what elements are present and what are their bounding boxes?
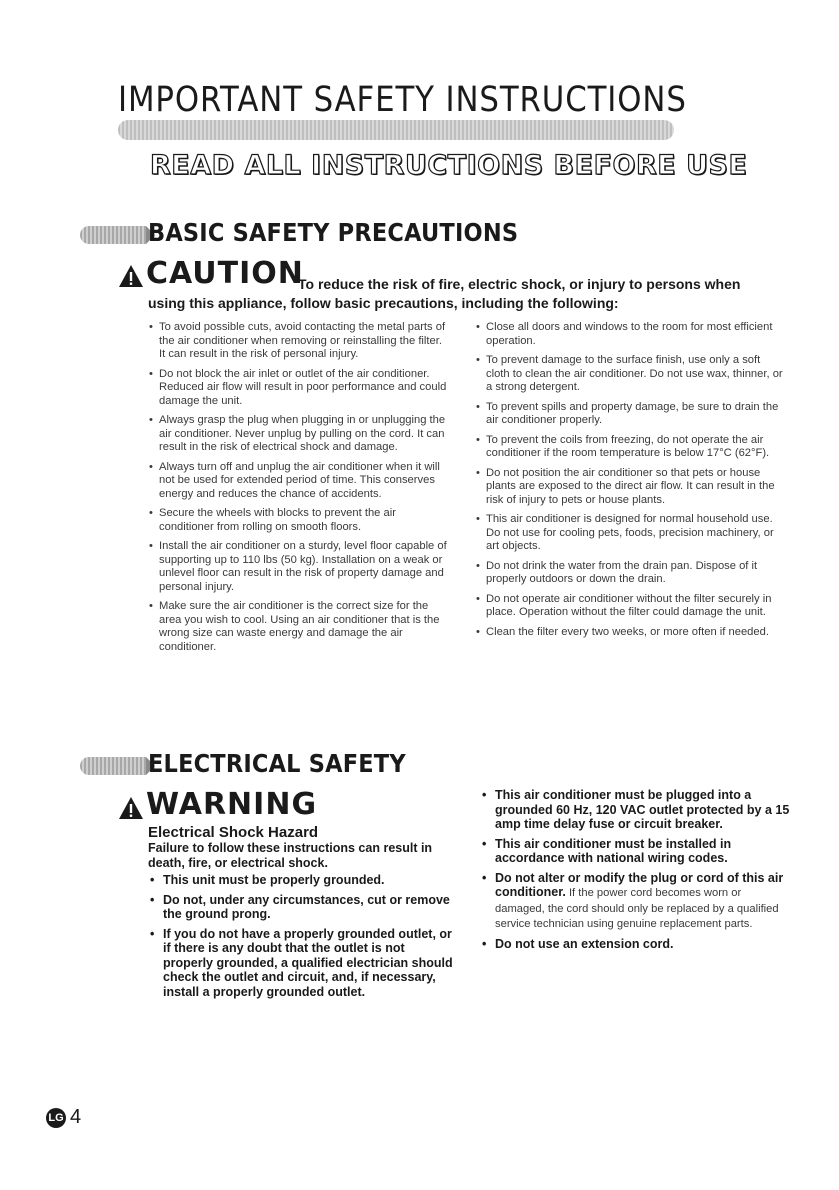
electrical-safety-heading: ELECTRICAL SAFETY bbox=[148, 749, 406, 778]
list-item: • Do not use an extension cord. bbox=[480, 937, 790, 952]
page-number: 4 bbox=[70, 1106, 82, 1128]
list-item: • This air conditioner must be installed in accordance with national wiring codes. bbox=[480, 837, 790, 866]
list-item: • Always turn off and unplug the air conditioner when it will not be used for extended period of time. This conserves energy and reduces the chance of accidents. bbox=[149, 461, 449, 502]
basic-precautions-left-list bbox=[149, 321, 449, 660]
title-underline-bar bbox=[118, 120, 674, 140]
caution-label: CAUTION bbox=[146, 256, 304, 291]
page-title: IMPORTANT SAFETY INSTRUCTIONS bbox=[118, 80, 687, 120]
list-item: • To prevent damage to the surface finish, use only a soft cloth to clean the air conditioner. Do not use wax, thinner, or a strong detergent. bbox=[476, 354, 786, 395]
list-item: • Do not drink the water from the drain pan. Dispose of it properly outdoors or down the drain. bbox=[476, 560, 786, 587]
list-item: • This air conditioner must be plugged into a grounded 60 Hz, 120 VAC outlet protected by a 15 amp time delay fuse or circuit breaker. bbox=[480, 788, 790, 832]
warning-triangle-icon bbox=[118, 264, 144, 288]
warning-label: WARNING bbox=[146, 787, 318, 822]
hazard-title: Electrical Shock Hazard bbox=[148, 824, 319, 841]
list-item: • Make sure the air conditioner is the correct size for the area you wish to cool. Using an air conditioner that is the wrong size can waste energy and damage the air conditioner. bbox=[149, 600, 449, 654]
list-item: • Do not position the air conditioner so that pets or house plants are exposed to the direct air flow. It can result in the risk of injury to pets or house plants. bbox=[476, 467, 786, 508]
caution-intro-line1: To reduce the risk of fire, electric shock, or injury to persons when bbox=[298, 276, 741, 292]
list-item: • If you do not have a properly grounded outlet, or if there is any doubt that the outlet is not properly grounded, a qualified electrician should check the outlet and circuit, and, if necessary, install a properly grounded outlet. bbox=[148, 927, 453, 1000]
list-item: • Close all doors and windows to the room for most efficient operation. bbox=[476, 321, 786, 348]
list-item: • Clean the filter every two weeks, or more often if needed. bbox=[476, 626, 786, 640]
list-item: • To prevent spills and property damage, be sure to drain the air conditioner properly. bbox=[476, 401, 786, 428]
list-item bbox=[480, 871, 790, 932]
section-marker-bar bbox=[80, 757, 146, 775]
electrical-left-list bbox=[148, 873, 453, 1004]
list-item: • To avoid possible cuts, avoid contacting the metal parts of the air conditioner when removing or reinstalling the filter. It can result in the risk of personal injury. bbox=[149, 321, 449, 362]
lg-logo-icon: LG bbox=[46, 1108, 66, 1128]
read-all-banner: READ ALL INSTRUCTIONS BEFORE USE bbox=[150, 150, 748, 181]
list-item: • This air conditioner is designed for normal household use. Do not use for cooling pets, foods, precision machinery, or art objects. bbox=[476, 513, 786, 554]
list-item: • Do not, under any circumstances, cut or remove the ground prong. bbox=[148, 893, 453, 922]
list-item: • Always grasp the plug when plugging in or unplugging the air conditioner. Never unplug by pulling on the cord. It can result in the risk of electrical shock and damage. bbox=[149, 414, 449, 455]
basic-precautions-right-list bbox=[476, 321, 786, 645]
basic-safety-heading: BASIC SAFETY PRECAUTIONS bbox=[148, 218, 519, 247]
list-item: • Do not block the air inlet or outlet of the air conditioner. Reduced air flow will result in poor performance and could damage the unit. bbox=[149, 368, 449, 409]
warning-triangle-icon bbox=[118, 796, 144, 820]
electrical-right-list bbox=[480, 788, 790, 956]
section-marker-bar bbox=[80, 226, 146, 244]
list-item: • Install the air conditioner on a sturdy, level floor capable of supporting up to 110 lbs (50 kg). Installation on a weak or unlevel floor can result in the risk of property damage and personal injury. bbox=[149, 540, 449, 594]
list-item: • To prevent the coils from freezing, do not operate the air conditioner if the room temperature is below 17°C (62°F). bbox=[476, 434, 786, 461]
caution-intro-line2: using this appliance, follow basic precautions, including the following: bbox=[148, 295, 619, 311]
hazard-text: Failure to follow these instructions can result in death, fire, or electrical shock. bbox=[148, 841, 433, 870]
plug-item-bold: Do not alter or modify the plug or cord of this air conditioner. bbox=[495, 870, 784, 899]
plug-item-detail: If the power cord becomes worn or damaged, the cord should only be replaced by a qualified service technician using genuine replacement parts. bbox=[495, 887, 779, 930]
list-item: • Do not operate air conditioner without the filter securely in place. Operation without the filter could damage the unit. bbox=[476, 593, 786, 620]
list-item: • Secure the wheels with blocks to prevent the air conditioner from rolling on smooth floors. bbox=[149, 507, 449, 534]
list-item: • This unit must be properly grounded. bbox=[148, 873, 453, 888]
